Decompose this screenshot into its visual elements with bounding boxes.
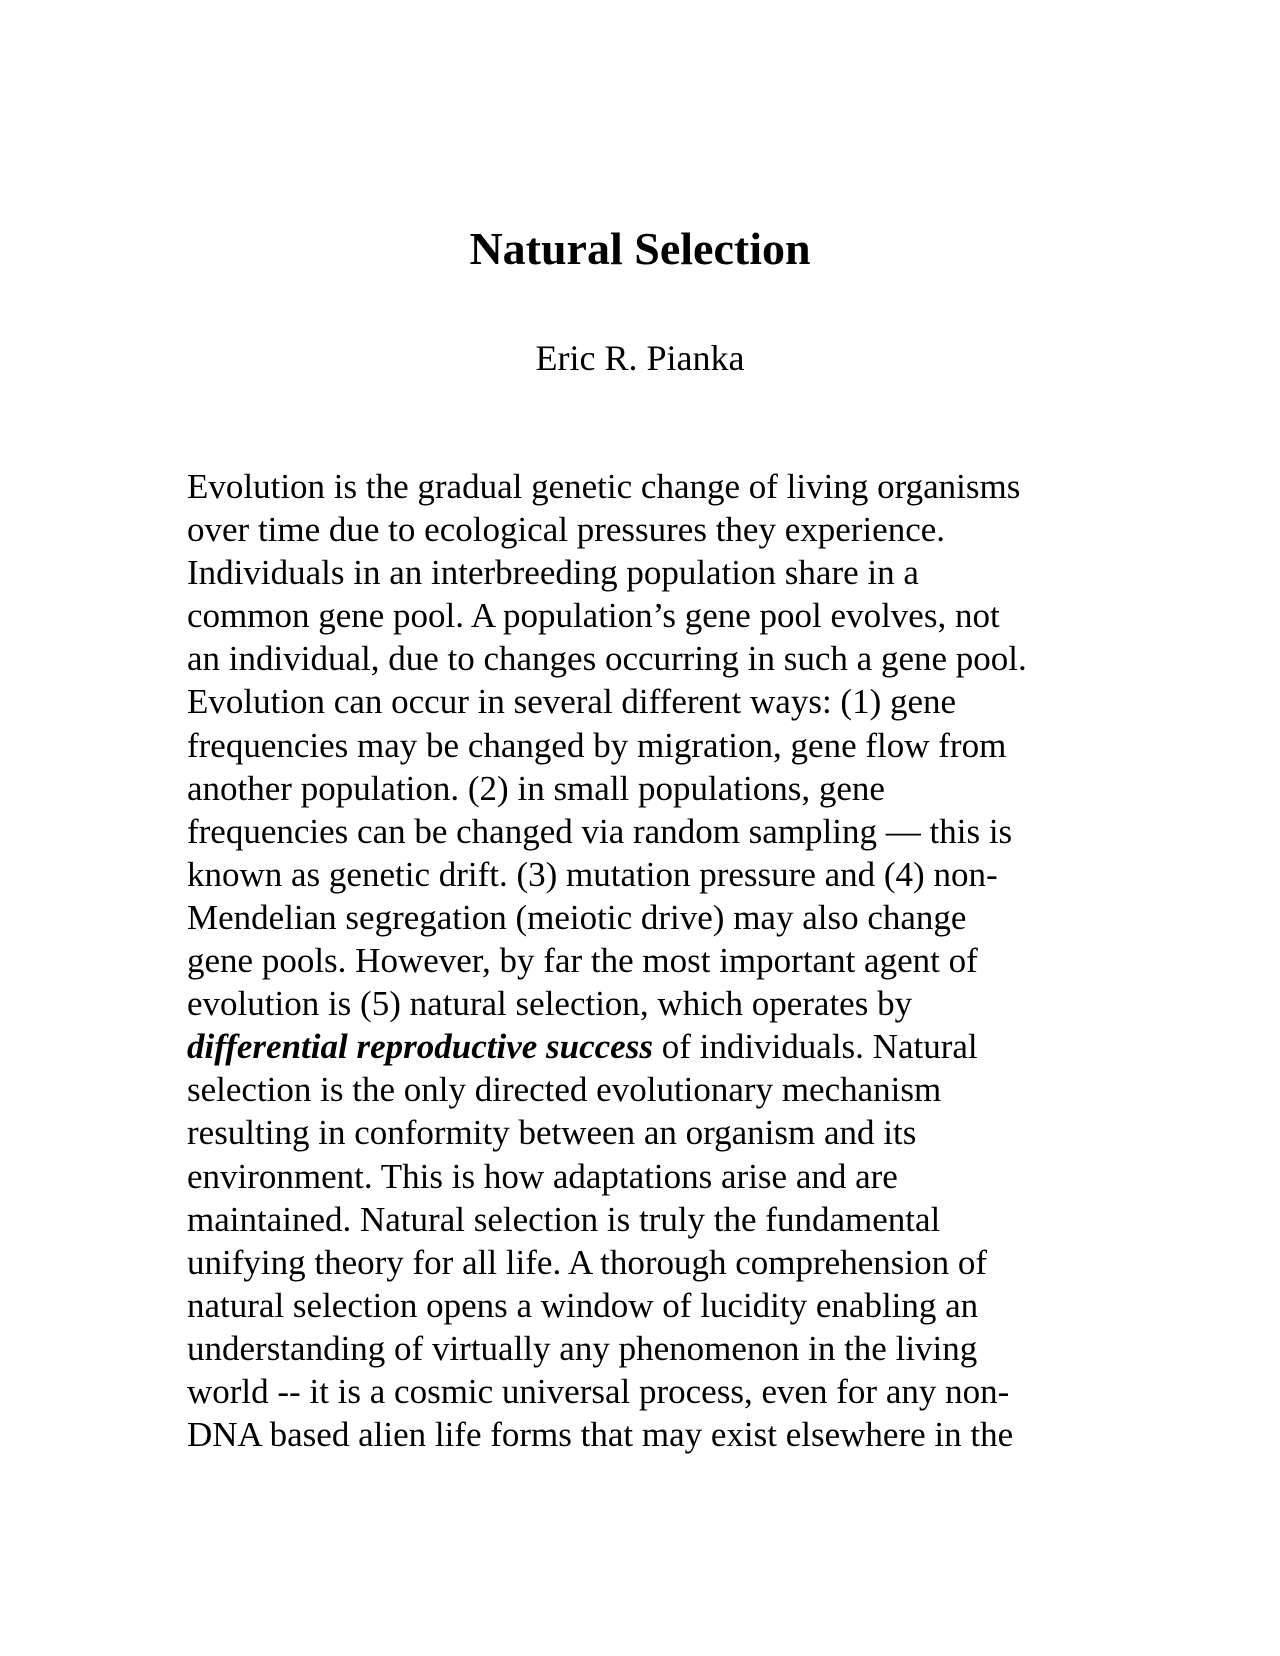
body-line: Evolution can occur in several different ways: (1) gene [187,682,957,722]
document-author: Eric R. Pianka [535,338,745,378]
body-line: natural selection opens a window of lucidity enabling an [187,1285,979,1325]
body-line: maintained. Natural selection is truly the fundamental [187,1199,941,1239]
body-line: frequencies may be changed by migration, gene flow from [187,725,1007,765]
body-line: over time due to ecological pressures they experience. [187,510,946,550]
body-line: Individuals in an interbreeding population share in a [187,553,919,593]
emphasized-phrase: differential reproductive success [187,1027,653,1067]
body-line: Mendelian segregation (meiotic drive) may also change [187,897,967,937]
body-line: resulting in conformity between an organism and its [187,1113,917,1153]
body-line: an individual, due to changes occurring in such a gene pool. [187,639,1027,679]
body-text [187,465,1087,1456]
body-line: known as genetic drift. (3) mutation pressure and (4) non- [187,854,998,894]
body-line: selection is the only directed evolutionary mechanism [187,1070,942,1110]
body-line: unifying theory for all life. A thorough comprehension of [187,1242,987,1282]
body-line: Evolution is the gradual genetic change of living organisms [187,467,1021,506]
body-line: world -- it is a cosmic universal process, even for any non- [187,1371,1010,1411]
body-line: gene pools. However, by far the most important agent of [187,941,978,981]
emphasis-line-rest: of individuals. Natural [652,1027,978,1067]
body-line: frequencies can be changed via random sampling — this is [187,811,1013,851]
body-line: environment. This is how adaptations arise and are [187,1156,898,1196]
body-line: understanding of virtually any phenomenon in the living [187,1328,978,1368]
body-line: common gene pool. A population’s gene pool evolves, not [187,596,1000,636]
body-line: evolution is (5) natural selection, which operates by [187,984,913,1024]
body-line: DNA based alien life forms that may exist elsewhere in the [187,1415,1014,1455]
document-title: Natural Selection [469,223,811,274]
body-line-emphasis [187,1025,1087,1068]
body-line: another population. (2) in small populations, gene [187,768,885,808]
